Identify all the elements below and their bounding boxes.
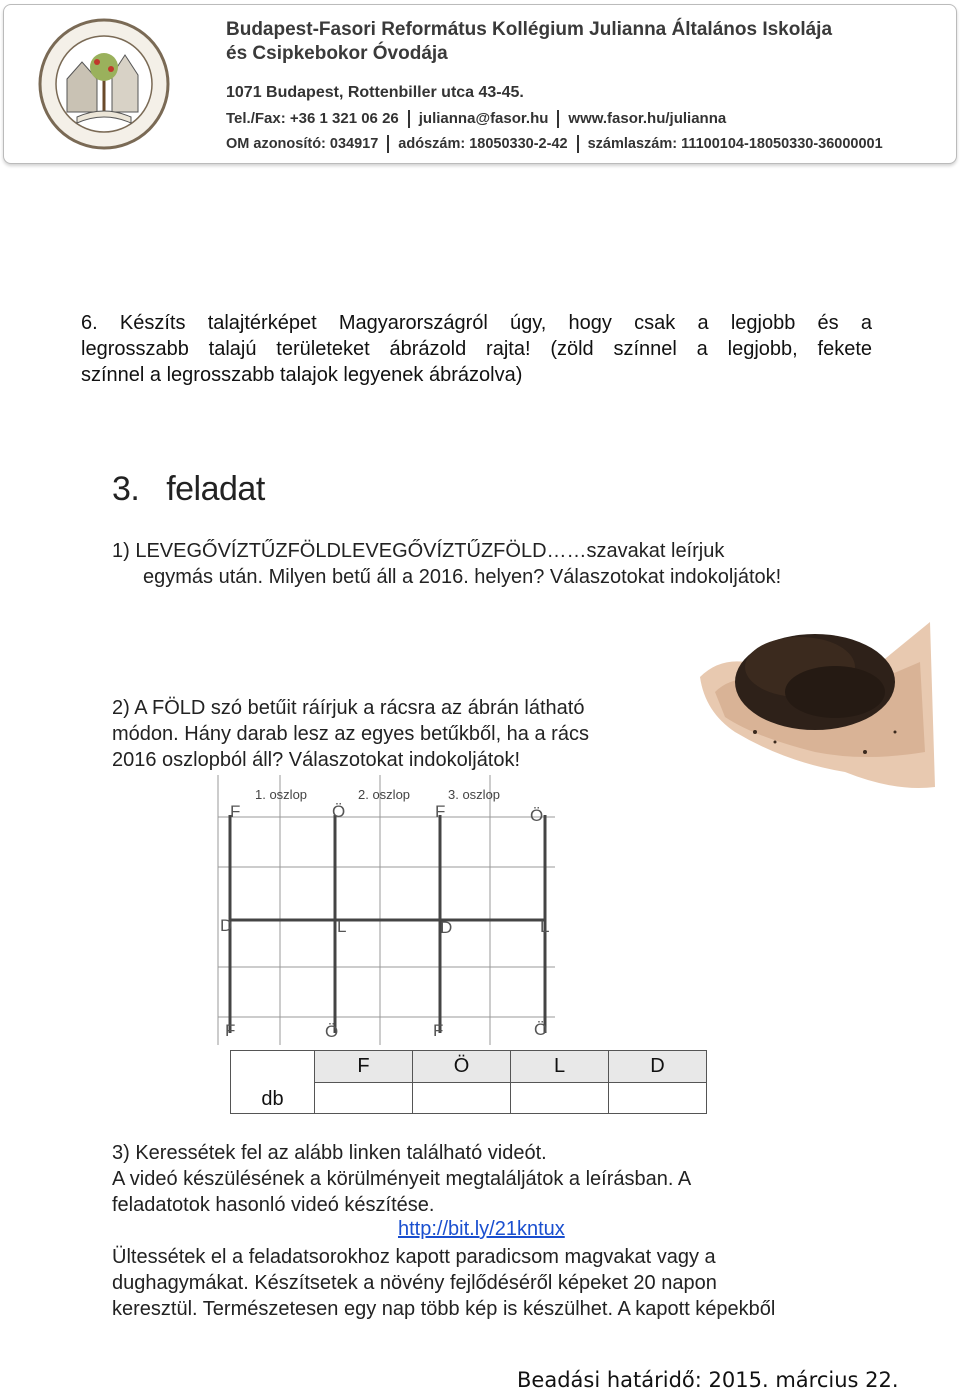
- task-6: [81, 310, 872, 388]
- table-header-cell: L: [511, 1051, 609, 1083]
- question-3-line: A videó készülésének a körülményeit megtaláljátok a leírásban. A: [112, 1168, 692, 1190]
- table-header-cell: Ö: [413, 1051, 511, 1083]
- divider: [387, 135, 389, 153]
- letterhead: [3, 4, 957, 164]
- account-number: számlaszám: 11100104-18050330-36000001: [587, 135, 883, 152]
- school-seal-logo: [37, 17, 172, 152]
- grid-column-label: 3. oszlop: [448, 787, 501, 802]
- question-3-line: feladatotok hasonló videó készítése.: [112, 1194, 435, 1216]
- question-2-line: 2) A FÖLD szó betűit ráírjuk a rácsra az ábrán látható: [112, 697, 585, 719]
- grid-letter: D: [440, 918, 453, 937]
- grid-letter: F: [435, 802, 446, 821]
- school-name-line1: Budapest-Fasori Református Kollégium Julianna Általános Iskolája: [226, 19, 833, 40]
- school-address: 1071 Budapest, Rottenbiller utca 43-45.: [226, 84, 524, 101]
- question-3-line: 3) Keressétek fel az alább linken található videót.: [112, 1142, 547, 1164]
- grid-letter: Ö: [530, 806, 544, 825]
- contact-line: [226, 110, 726, 128]
- om-id: OM azonosító: 034917: [226, 135, 379, 152]
- question-3-continued: [112, 1244, 882, 1322]
- grid-letter: Ö: [332, 802, 346, 821]
- table-header-cell: D: [609, 1051, 707, 1083]
- divider: [557, 110, 559, 128]
- soil-in-hands-image: [695, 612, 935, 797]
- question-3-line: Ültessétek el a feladatsorokhoz kapott paradicsom magvakat vagy a: [112, 1246, 716, 1268]
- grid-column-label: 1. oszlop: [255, 787, 308, 802]
- email-address: julianna@fasor.hu: [418, 110, 549, 127]
- answer-cell-l[interactable]: [511, 1082, 609, 1114]
- website: www.fasor.hu/julianna: [568, 110, 727, 127]
- task-6-line: legrosszabb talajú területeket ábrázold rajta! (zöld színnel a legjobb, fekete: [81, 338, 872, 360]
- divider: [577, 135, 579, 153]
- grid-letter: Ö: [325, 1022, 339, 1041]
- answer-cell-o[interactable]: [413, 1082, 511, 1114]
- task-6-line: színnel a legrosszabb talajok legyenek ábrázolva): [81, 364, 523, 386]
- question-3-line: dughagymákat. Készítsetek a növény fejlődéséről képeket 20 napon: [112, 1272, 717, 1294]
- answer-cell-d[interactable]: [609, 1082, 707, 1114]
- grid-letter: Ö: [534, 1020, 548, 1039]
- phone-fax: Tel./Fax: +36 1 321 06 26: [226, 110, 399, 127]
- table-row-label: db: [231, 1051, 315, 1114]
- grid-letter: L: [540, 917, 550, 936]
- count-table: [230, 1050, 707, 1114]
- grid-letter: L: [337, 917, 347, 936]
- grid-letter: F: [230, 802, 241, 821]
- grid-letter: F: [433, 1021, 444, 1040]
- table-header-cell: F: [315, 1051, 413, 1083]
- id-line: [226, 135, 883, 153]
- answer-cell-f[interactable]: [315, 1082, 413, 1114]
- letter-grid-figure: [210, 775, 570, 1045]
- grid-column-label: 2. oszlop: [358, 787, 411, 802]
- question-2-line: módon. Hány darab lesz az egyes betűkből, ha a rács: [112, 723, 589, 745]
- question-3-line: keresztül. Természetesen egy nap több kép is készülhet. A kapott képekből: [112, 1298, 776, 1320]
- divider: [408, 110, 410, 128]
- section-title: 3. feladat: [112, 470, 265, 508]
- question-2: [112, 695, 672, 773]
- task-6-line: 6. Készíts talajtérképet Magyarországról úgy, hogy csak a legjobb és a: [81, 312, 872, 334]
- school-name-line2: és Csipkebokor Óvodája: [226, 43, 448, 64]
- deadline: Beadási határidő: 2015. március 22.: [517, 1368, 899, 1392]
- tax-number: adószám: 18050330-2-42: [398, 135, 568, 152]
- question-3: [112, 1140, 882, 1218]
- video-link[interactable]: http://bit.ly/21kntux: [398, 1218, 565, 1240]
- question-1-line2: egymás után. Milyen betű áll a 2016. helyen? Válaszotokat indokoljátok!: [143, 566, 782, 588]
- grid-letter: D: [220, 916, 233, 935]
- question-1-line1: 1) LEVEGŐVÍZTŰZFÖLDLEVEGŐVÍZTŰZFÖLD……szavakat leírjuk: [112, 540, 725, 562]
- grid-letter: F: [225, 1021, 236, 1040]
- question-2-line: 2016 oszlopból áll? Válaszotokat indokoljátok!: [112, 749, 521, 771]
